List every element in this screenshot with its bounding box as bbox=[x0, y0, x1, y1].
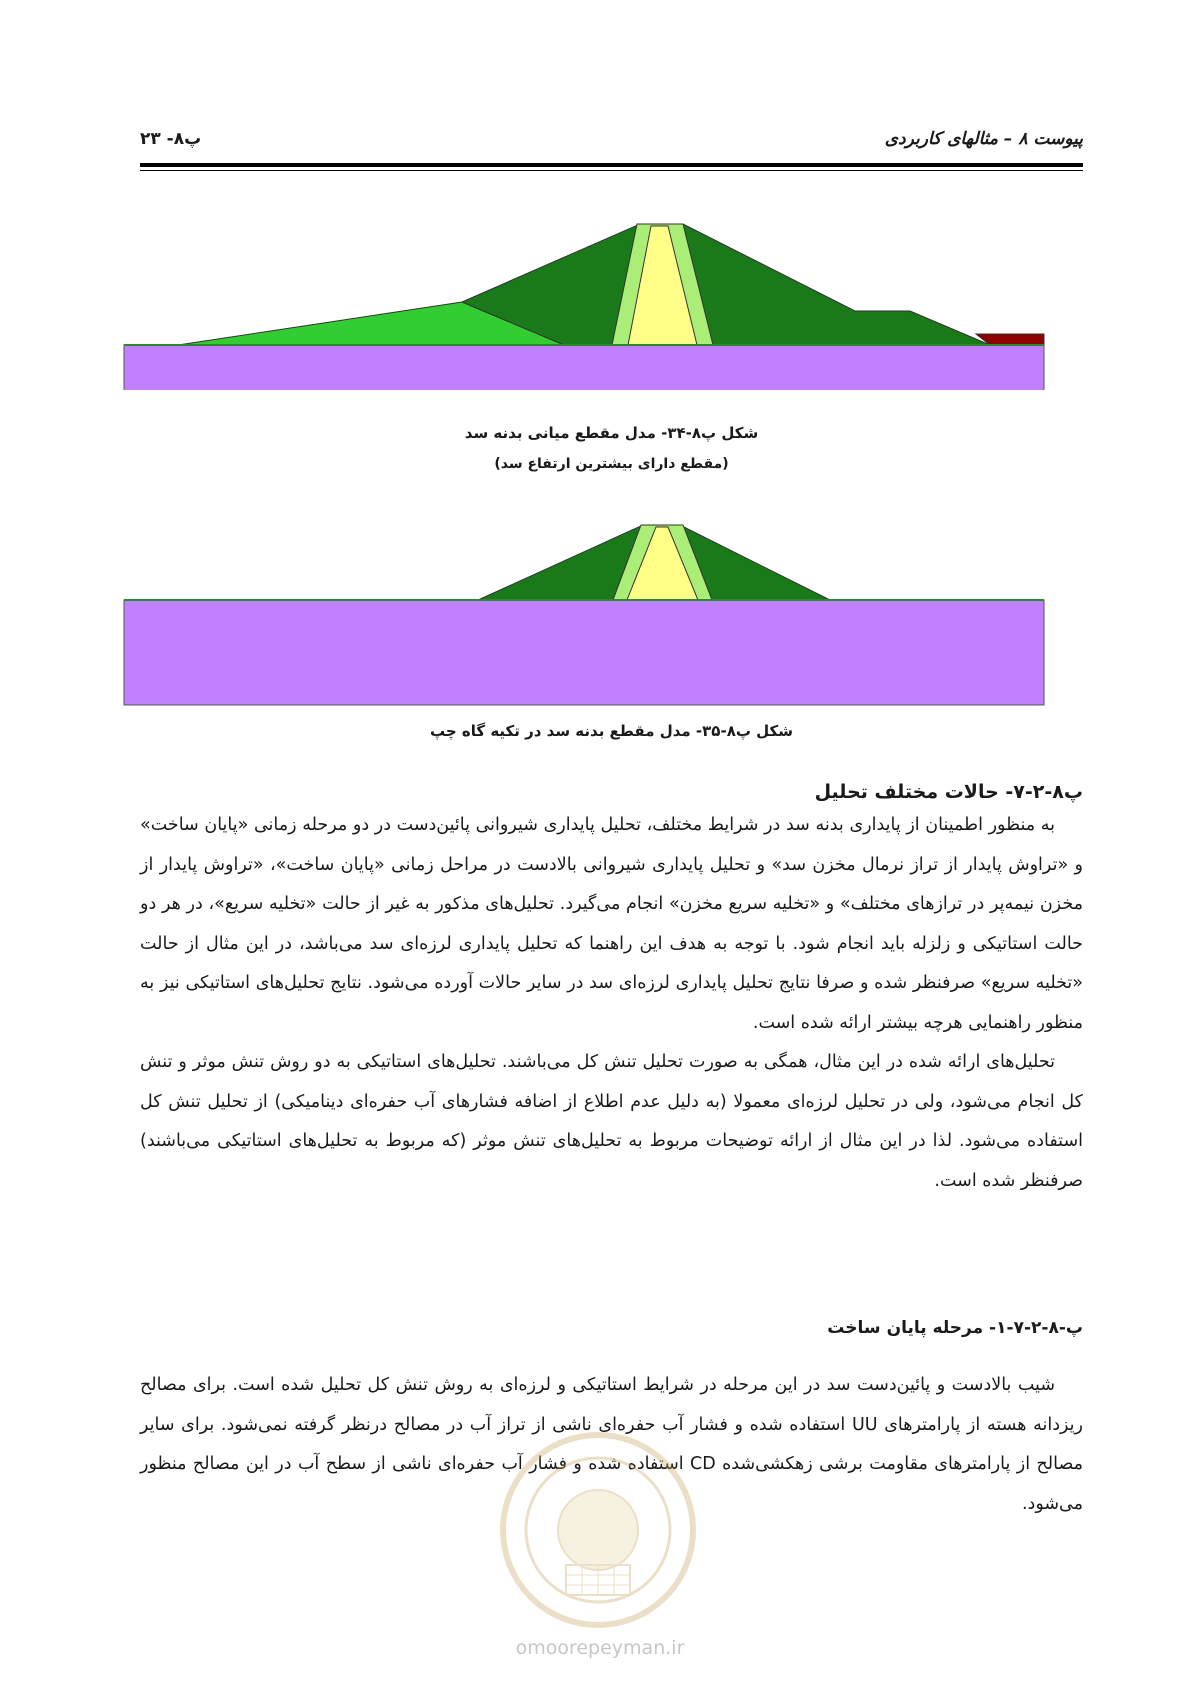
chapter-title: پیوست ۸ – مثالهای کاربردی bbox=[884, 129, 1083, 149]
page-number: پ۸- ۲۳ bbox=[140, 129, 202, 149]
dam-shell bbox=[462, 224, 990, 345]
section-heading: پ۸-۲-۷- حالات مختلف تحلیل bbox=[814, 781, 1083, 803]
figure-34-caption: شکل پ۸-۳۴- مدل مقطع میانی بدنه سد bbox=[464, 424, 759, 442]
foundation-layer bbox=[124, 600, 1044, 705]
section-body bbox=[140, 806, 1083, 1201]
figure-35-dam-section bbox=[0, 500, 1191, 730]
figure-34-caption-sub: (مقطع دارای بیشترین ارتفاع سد) bbox=[494, 456, 729, 472]
watermark-seal-icon bbox=[478, 1425, 718, 1635]
foundation-layer bbox=[124, 345, 1044, 390]
paragraph: تحلیل‌های ارائه شده در این مثال، همگی به صورت تحلیل تنش کل می‌باشند. تحلیل‌های استاتیکی به دو روش تنش موثر و تنش کل انجام می‌شود، ولی در تحلیل لرزه‌ای معمولا (به دلیل عدم اطلاع از اضافه فشارهای آب حفره‌ای دینامیکی) از تحلیل تنش کل استفاده می‌شود. لذا در این مثال از ارائه توضیحات مربوط به تحلیل‌های تنش موثر (که مربوط به تحلیل‌های استاتیکی می‌باشند) صرفنظر شده است. bbox=[140, 1052, 1083, 1191]
subsection-heading: پ-۸-۲-۷-۱- مرحله پایان ساخت bbox=[827, 1318, 1083, 1338]
paragraph: شیب بالادست و پائین‌دست سد در این مرحله در شرایط استاتیکی و لرزه‌ای به روش تنش کل تحلیل شده است. برای مصالح ریزدانه هسته از پارامترهای UU استفاده شده و فشار آب حفره‌ای ناشی از تراز آب در مصالح درنظر گرفته نمی‌شود. برای سایر مصالح از پارامترهای مقاومت برشی زهکشی‌شده CD استفاده شده و فشار آب حفره‌ای ناشی از سطح آب در این مصالح منظور می‌شود. bbox=[140, 1375, 1084, 1514]
figure-34-dam-section bbox=[0, 0, 1191, 390]
figure-35-caption: شکل پ۸-۳۵- مدل مقطع بدنه سد در تکیه گاه چپ bbox=[429, 722, 794, 740]
watermark-site: omoorepeyman.ir bbox=[515, 1637, 685, 1659]
paragraph: به منظور اطمینان از پایداری بدنه سد در شرایط مختلف، تحلیل پایداری شیروانی پائین‌دست در دو مرحله زمانی «پایان ساخت» و «تراوش پایدار از تراز نرمال مخزن سد» و تحلیل پایداری شیروانی بالادست در مراحل زمانی «پایان ساخت»، «تراوش پایدار از مخزن نیمه‌پر در ترازهای مختلف» و «تخلیه سریع مخزن» انجام می‌گیرد. تحلیل‌های مذکور به غیر از حالت «تخلیه سریع»، در هر دو حالت استاتیکی و زلزله باید انجام شود. با توجه به هدف این راهنما که تحلیل پایداری لرزه‌ای سد می‌باشد، در این مثال از حالت «تخلیه سریع» صرفنظر شده و صرفا نتایج تحلیل پایداری لرزه‌ای سد در سایر حالات آورده می‌شود. نتایج تحلیل‌های استاتیکی نیز به منظور راهنمایی هرچه بیشتر ارائه شده است. bbox=[140, 815, 1083, 1033]
